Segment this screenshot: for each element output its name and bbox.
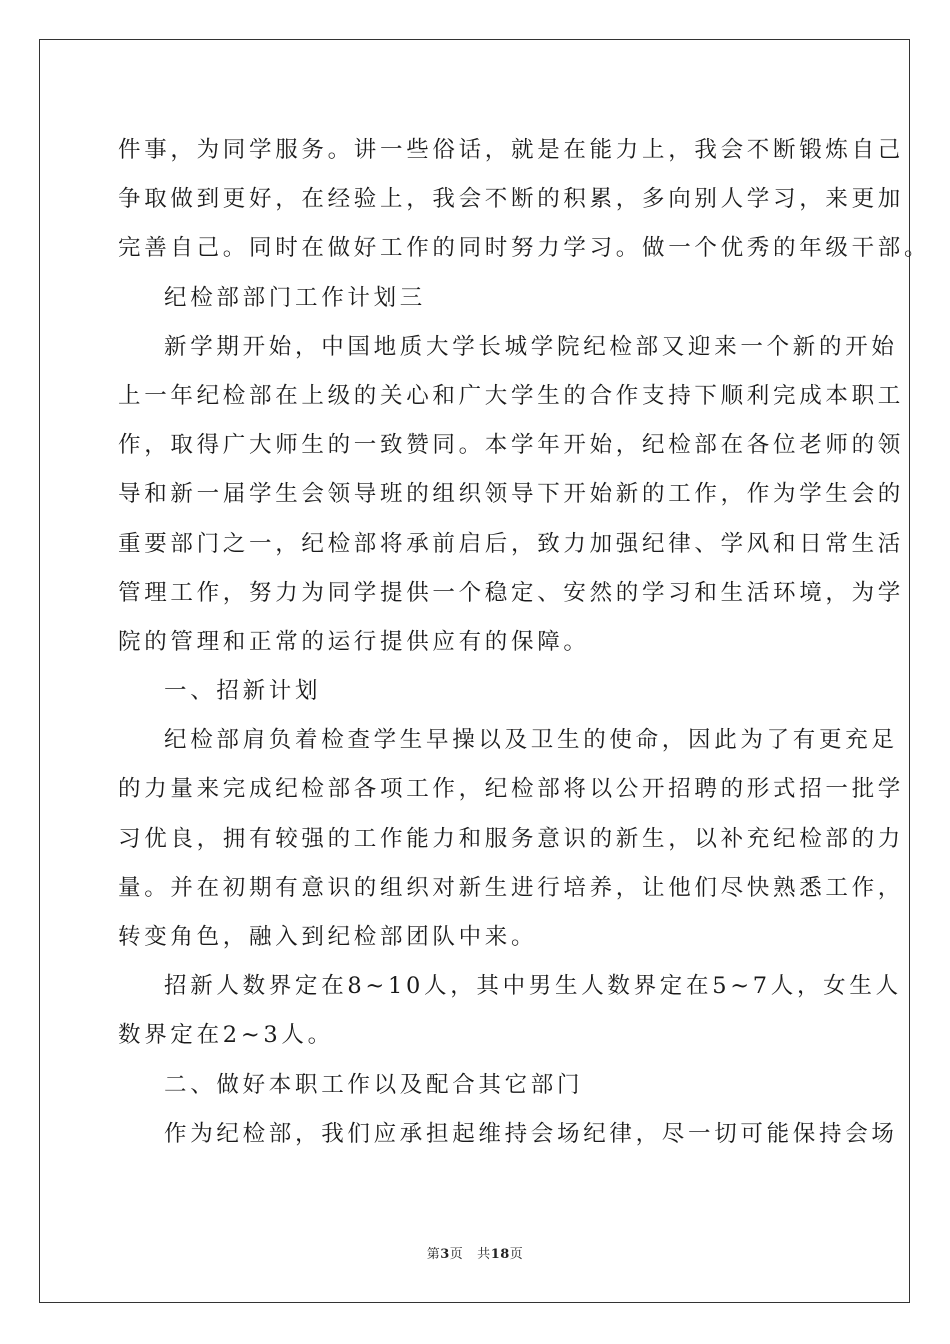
page-footer bbox=[0, 1243, 950, 1262]
text-line: 转变角色，融入到纪检部团队中来。 bbox=[118, 924, 538, 950]
text-line: 数界定在2~3人。 bbox=[118, 1022, 334, 1049]
document-body bbox=[118, 126, 931, 1159]
text-line: 新学期开始，中国地质大学长城学院纪检部又迎来一个新的开始 bbox=[164, 333, 898, 360]
text-line: 完善自己。同时在做好工作的同时努力学习。做一个优秀的年级干部。 bbox=[118, 235, 931, 262]
text-line: 量。并在初期有意识的组织对新生进行培养，让他们尽快熟悉工作， bbox=[118, 874, 905, 901]
section-heading: 纪检部部门工作计划三 bbox=[164, 284, 427, 311]
text-line: 作，取得广大师生的一致赞同。本学年开始，纪检部在各位老师的领 bbox=[118, 432, 905, 459]
text-line: 纪检部肩负着检查学生早操以及卫生的使命，因此为了有更充足 bbox=[164, 727, 898, 754]
section-heading: 二、做好本职工作以及配合其它部门 bbox=[164, 1071, 584, 1098]
text-line: 习优良，拥有较强的工作能力和服务意识的新生，以补充纪检部的力 bbox=[118, 825, 905, 852]
text-line: 上一年纪检部在上级的关心和广大学生的合作支持下顺利完成本职工 bbox=[118, 382, 905, 409]
total-page-count: 18 bbox=[490, 1247, 510, 1262]
footer-prefix: 第 bbox=[426, 1247, 441, 1262]
text-line: 重要部门之一，纪检部将承前启后，致力加强纪律、学风和日常生活 bbox=[118, 530, 905, 557]
text-line: 争取做到更好，在经验上，我会不断的积累，多向别人学习，来更加 bbox=[118, 186, 905, 213]
text-line: 招新人数界定在8~10人，其中男生人数界定在5~7人，女生人 bbox=[164, 973, 902, 1000]
text-line: 件事，为同学服务。讲一些俗话，就是在能力上，我会不断锻炼自己 bbox=[118, 137, 905, 163]
text-line: 院的管理和正常的运行提供应有的保障。 bbox=[118, 628, 590, 655]
footer-total-suffix: 页 bbox=[509, 1247, 524, 1262]
text-line: 的力量来完成纪检部各项工作，纪检部将以公开招聘的形式招一批学 bbox=[118, 776, 905, 803]
footer-total-prefix: 共 bbox=[477, 1247, 491, 1262]
footer-page-suffix: 页 bbox=[449, 1247, 464, 1262]
text-line: 管理工作，努力为同学提供一个稳定、安然的学习和生活环境，为学 bbox=[118, 579, 905, 606]
text-line: 作为纪检部，我们应承担起维持会场纪律，尽一切可能保持会场 bbox=[164, 1120, 898, 1147]
current-page-number: 3 bbox=[440, 1247, 450, 1262]
section-heading: 一、招新计划 bbox=[164, 678, 322, 705]
text-line: 导和新一届学生会领导班的组织领导下开始新的工作，作为学生会的 bbox=[118, 481, 905, 508]
